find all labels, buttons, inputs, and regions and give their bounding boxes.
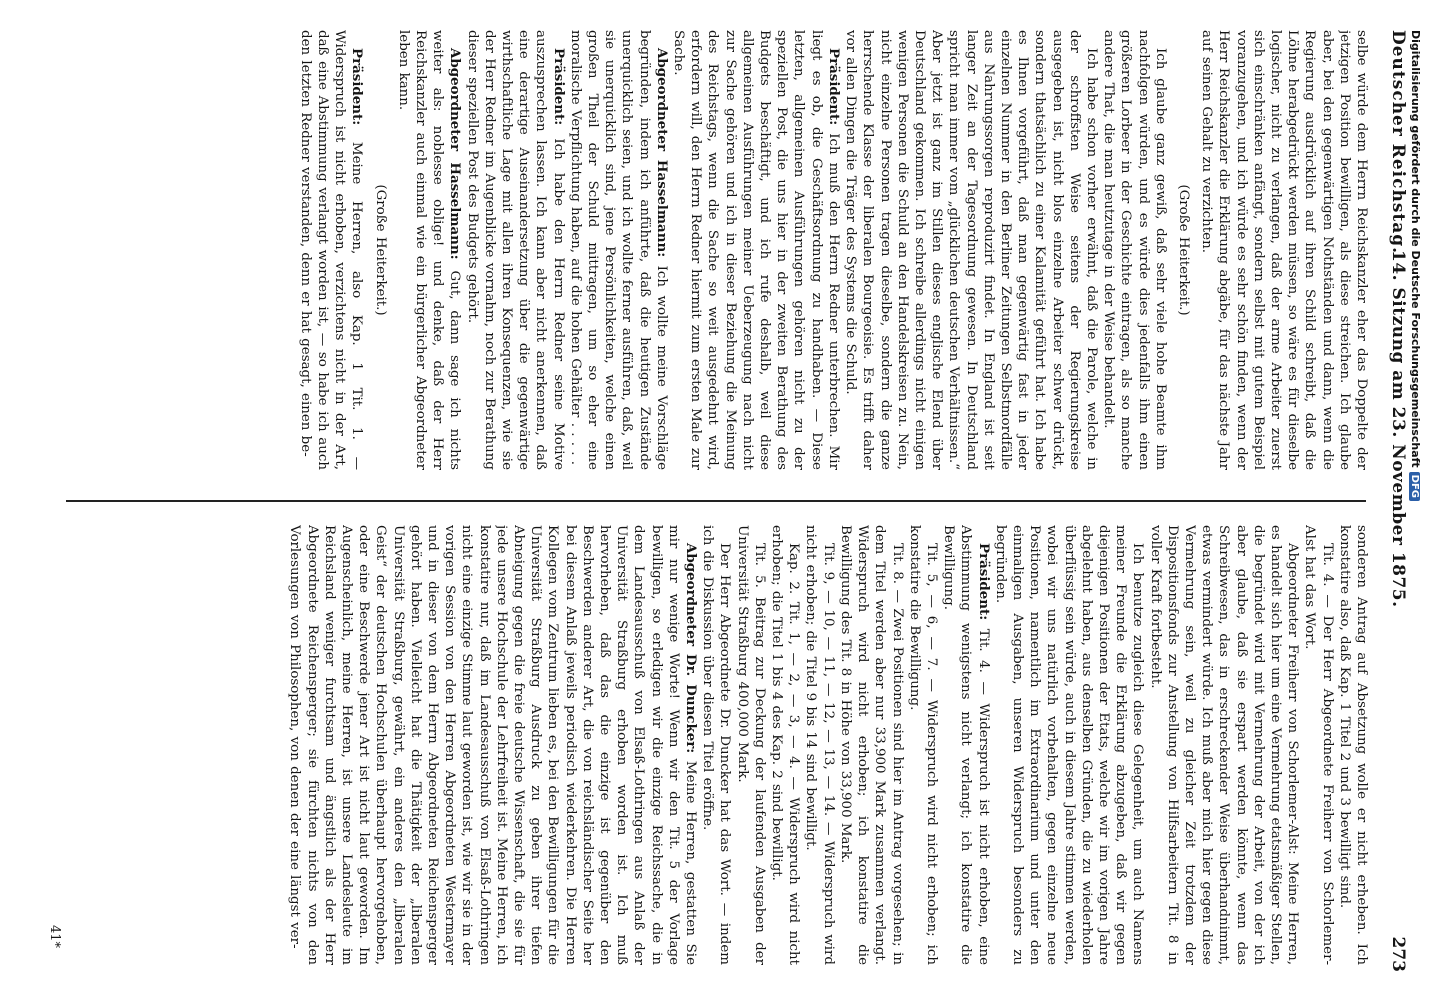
- paragraph-text: Der Herr Abgeordnete Dr. Duncker hat das Wort. — indem ich die Diskussion über diesen Titel eröffne.: [700, 525, 733, 965]
- paragraph-text: Tit. 8. — Zwei Positionen sind hier im Antrag vorgesehen; in dem Titel werden aber nur 33,900 Mark zusammen verlangt. Widerspruch wird nicht erhoben; ich konstatire die Bewilligung des Tit. 8 in Höhe von 33,900 Mark.: [837, 525, 905, 965]
- paragraph: [906, 525, 940, 965]
- paragraph: [733, 525, 767, 965]
- column-divider: [66, 500, 1366, 502]
- paragraph-text: Meine Herren, also Kap. 1 Tit. 1. — Widerspruch ist nicht erhoben, verzichtens nicht in der Art, daß eine Abstimmung verlangt worden ist, — so habe ich auch den letzten Redner verstanden, denn er hat gesagt, einen be-: [297, 30, 365, 470]
- paragraph-text: Ich wollte meine Vorschläge begründen, indem ich anführte, daß die heutigen Zustände unerquicklich seien, und ich wollte ferner ausführen, daß, weil sie unerquicklich sind, jene Persönlichkeiten, welche einen großen Theil der Schuld mittragen, um so eher eine moralische Verpflichtung haben, auf die hohen Gehälter . . . . .: [567, 30, 669, 470]
- paragraph-text: sonderen Antrag auf Absetzung wolle er nicht erheben. Ich konstatire also, daß Kap. 1 Titel 2 und 3 bewilligt sind.: [1336, 525, 1369, 965]
- paragraph: [1198, 30, 1370, 470]
- paragraph: [670, 30, 842, 470]
- running-title: Deutscher Reichstag.: [1388, 30, 1408, 255]
- paragraph: [1336, 525, 1370, 965]
- paragraph-text: (Große Heiterkeit.): [372, 184, 388, 316]
- paragraph-text: Ich muß den Herrn Redner unterbrechen. Mir liegt es ob, die Geschäftsordnung zu handhaben. — Diese letzten, allgemeinen Ausführungen gehören nicht zu der speziellen Post, die uns hier in der zweiten Berathung des Budgets beschäftigt, und ich rufe deshalb, weil diese allgemeinen Ausführungen meiner Ueberzeugung nach nicht zur Sache gehören und ich in dieser Beziehung die Meinung des Reichstags, wenn die Sache so weit ausgedehnt wird, erfordern will, den Herrn Redner hiermit zum ersten Male zur Sache.: [671, 30, 841, 470]
- paragraph: [1175, 30, 1192, 470]
- document-page: [30, 20, 1410, 980]
- speaker-name: Abgeordneter Hasselmann:: [653, 48, 670, 258]
- digitization-credit: [1409, 30, 1422, 501]
- paragraph-text: Tit. 4. — Widerspruch ist nicht erhoben, eine Abstimmung wenigstens nicht verlangt; ich konstatire die Bewilligung.: [941, 525, 991, 965]
- paragraph-text: Tit. 9, — 10, — 11, — 12, — 13, — 14. — Widerspruch wird nicht erhoben; die Titel 9 bis 14 sind bewilligt.: [803, 525, 836, 965]
- speaker-name: Präsident:: [349, 48, 366, 126]
- paragraph-text: Gut, dann sage ich nichts weiter als: noblesse oblige! und denke, daß der Herr Reichskanzler auch einmal wie ein bürgerlicher Abgeordneter leben kann.: [395, 30, 463, 470]
- paragraph-text: Ich habe den Herrn Redner seine Motive auszusprechen lassen. Ich kann aber nicht anerkennen, daß eine derartige Auseinandersetzung über die gegenwärtige wirthschaftliche Lage mit allen ihren Konsequenzen, wie sie der Herr Redner im Augenblicke vornahm, noch zur Berathung dieser speziellen Post des Budgets gehört.: [464, 30, 566, 470]
- paragraph-text: Kap. 2. Tit. 1, — 2, — 3, — 4. — Widerspruch wird nicht erhoben; die Titel 1 bis 4 des Kap. 2 sind bewilligt.: [769, 525, 802, 965]
- left-column: [50, 30, 1370, 470]
- session-title: 14. Sitzung am 23. November 1875.: [1388, 250, 1408, 608]
- credit-text: Digitalisierung gefördert durch die Deutsche Forschungsgemeinschaft: [1409, 30, 1422, 468]
- dfg-logo: DFG: [1409, 472, 1420, 501]
- paragraph: [371, 30, 388, 470]
- speaker-name: Abgeordneter Hasselmann:: [447, 48, 464, 260]
- paragraph-text: selbe würde dem Herrn Reichskanzler eher das Doppelte der jetzigen Position bewilligen, als diese streichen. Ich glaube aber, bei den gegenwärtigen Nothständen und dann, wenn die Regierung ausdrücklich auf ihren Schild schreibt, daß die Löhne herabgedrückt werden müssen, so wäre es für dieselbe logischer, nicht zu verlangen, daß der arme Arbeiter zuerst sich einschränken anfängt, sondern selbst mit gutem Beispiel voranzugehen, und ich würde es sehr schön finden, wenn der Herr Reichskanzler die Erklärung abgäbe, für das nächste Jahr auf seinen Gehalt zu verzichten.: [1199, 30, 1369, 470]
- paragraph-text: (Große Heiterkeit.): [1175, 184, 1191, 316]
- paragraph: [837, 525, 906, 965]
- paragraph: [940, 525, 992, 965]
- paragraph-text: Ich benutze zugleich diese Gelegenheit, um auch Namens meiner Freunde die Erklärung abzugeben, daß wir gegen diejenigen Positionen der Etats, welche wir im vorigen Jahre abgelehnt haben, aus denselben Gründen, die zu wiederholen überflüssig sein würde, auch in diesem Jahre stimmen werden, wobei wir uns natürlich vorbehalten, gegen einzelne neue Positionen, namentlich im Extraordinarium und unter den einmaligen Ausgaben, unseren Widerspruch besonders zu begründen.: [992, 525, 1146, 965]
- paragraph-text: Ich glaube ganz gewiß, daß sehr viele hohe Beamte ihm nachfolgen würden, und es würde dies jedenfalls ihm einen größeren Lorbeer in der Geschichte eintragen, als so manche andere That, die man heutzutage in der Weise behandelt.: [1101, 30, 1168, 470]
- paragraph: [395, 30, 464, 470]
- paragraph-text: Abgeordneter Freiherr von Schorlemer-Alst: Meine Herren, es handelt sich hier um eine Vermehrung etatsmäßiger Stellen, die begründet wird mit Vermehrung der Arbeit, von der ich aber glaube, daß sie erspart werden könnte, wenn das Schreibwesen, das in erschreckender Weise überhandnimmt, etwas vermindert würde. Ich muß aber mich hier gegen diese Vermehrung sein, weil zu gleicher Zeit trotzdem der Dispositionsfonds zur Anstellung von Hilfsarbeitern Tit. 8 in voller Kraft fortbesteht.: [1147, 525, 1301, 965]
- paragraph-text: Tit. 5. Beitrag zur Deckung der laufenden Ausgaben der Universität Straßburg 400,000 Mark.: [734, 525, 767, 965]
- paragraph: [699, 525, 733, 965]
- paragraph: [286, 525, 699, 965]
- paragraph: [842, 30, 1100, 470]
- page-number: 273: [1388, 936, 1408, 972]
- speaker-name: Präsident:: [825, 48, 842, 126]
- paragraph: [802, 525, 836, 965]
- paragraph: [1100, 30, 1169, 470]
- paragraph: [1146, 525, 1301, 965]
- page-header: [1376, 20, 1410, 980]
- speaker-name: Präsident:: [975, 543, 992, 621]
- paragraph: [992, 525, 1147, 965]
- paragraph-text: Ich habe schon vorher erwähnt, daß die Parole, welche in der schroffsten Weise seitens der Regierungskreise ausgegeben ist, nicht blos einzelne Arbeiter schwer drückt, sondern thatsächlich zu einer Kalamität geführt hat. Ich habe es Ihnen vorgeführt, daß man gegenwärtig fast in jeder einzelnen Nummer in den Berliner Zeitungen Selbstmordfälle aus Nahrungssorgen reproduzirt findet. In England ist seit langer Zeit an der Tagesordnung gewesen. In Deutschland spricht man immer vom „glücklichen deutschen Verhältnissen.“ Aber jetzt ist ganz im Stillen dieses englische Elend über Deutschland gekommen. Ich schreibe allerdings nicht einigen wenigen Personen die Schuld an den Handelskreisen zu. Nein, nicht einzelne Personen tragen dieselbe, sondern die ganze herrschende Klasse der liberalen Bourgeoisie. Es trifft daher vor allen Dingen die Träger des Systems die Schuld.: [843, 30, 1099, 470]
- paragraph-text: Tit. 4. — Der Herr Abgeordnete Freiherr von Schorlemer-Alst hat das Wort.: [1302, 525, 1335, 965]
- paragraph-text: Meine Herren, gestatten Sie mir nur wenige Worte! Wenn wir den Tit. 5 der Vorlage bewilligen, so erledigen wir die einzige Reichssache, die in dem Landesausschuß von Elsaß-Lothringen aus Anlaß der Universität Straßburg erhoben worden ist. Ich muß hervorheben, daß das die einzige ist gegenüber den Beschwerden anderer Art, die von reichsländischer Seite her bei diesem Anlaß jeweils periodisch wiederkehren. Die Herren Kollegen vom Zentrum lieben es, bei den Bewilligungen für die Universität Straßburg Ausdruck zu geben ihrer tiefen Abneigung gegen die freie deutsche Wissenschaft, die sie für jede unsere Hochschule der Lehrfreiheit ist. Meine Herren, ich konstatire nur, daß im Landesausschuß von Elsaß-Lothringen nicht eine einzige Stimme laut geworden ist, wie wir sie in der vorigen Session von den Herren Abgeordneten Westermayer und in dieser von dem Herrn Abgeordneten Reichensperger gehört haben. Vielleicht hat die Thätigkeit der „liberalen Universität Straßburg, gewährt, ein anderes den „liberalen Geist“ der deutschen Hochschulen überhaupt hervorgehoben, oder eine Beschwerde jener Art ist nicht laut geworden. Im Augenscheinlich, meine Herren, ist unsere Landesleute im Reichsland weniger furchtsam und ängstlich als der Herr Abgeordnete Reichensperger; sie fürchten nichts von den Vorlesungen von Philosophen, von denen der eine längst ver-: [287, 525, 699, 965]
- paragraph: [768, 525, 802, 965]
- paragraph-text: Tit. 5, — 6, — 7. — Widerspruch wird nicht erhoben; ich konstatire die Bewilligung.: [906, 525, 939, 965]
- paragraph: [1301, 525, 1335, 965]
- right-column: [50, 525, 1370, 965]
- signature-mark: 41*: [47, 925, 62, 949]
- paragraph: [567, 30, 670, 470]
- paragraph: [463, 30, 566, 470]
- paragraph: [297, 30, 366, 470]
- speaker-name: Abgeordneter Dr. Duncker:: [683, 543, 700, 754]
- speaker-name: Präsident:: [550, 48, 567, 126]
